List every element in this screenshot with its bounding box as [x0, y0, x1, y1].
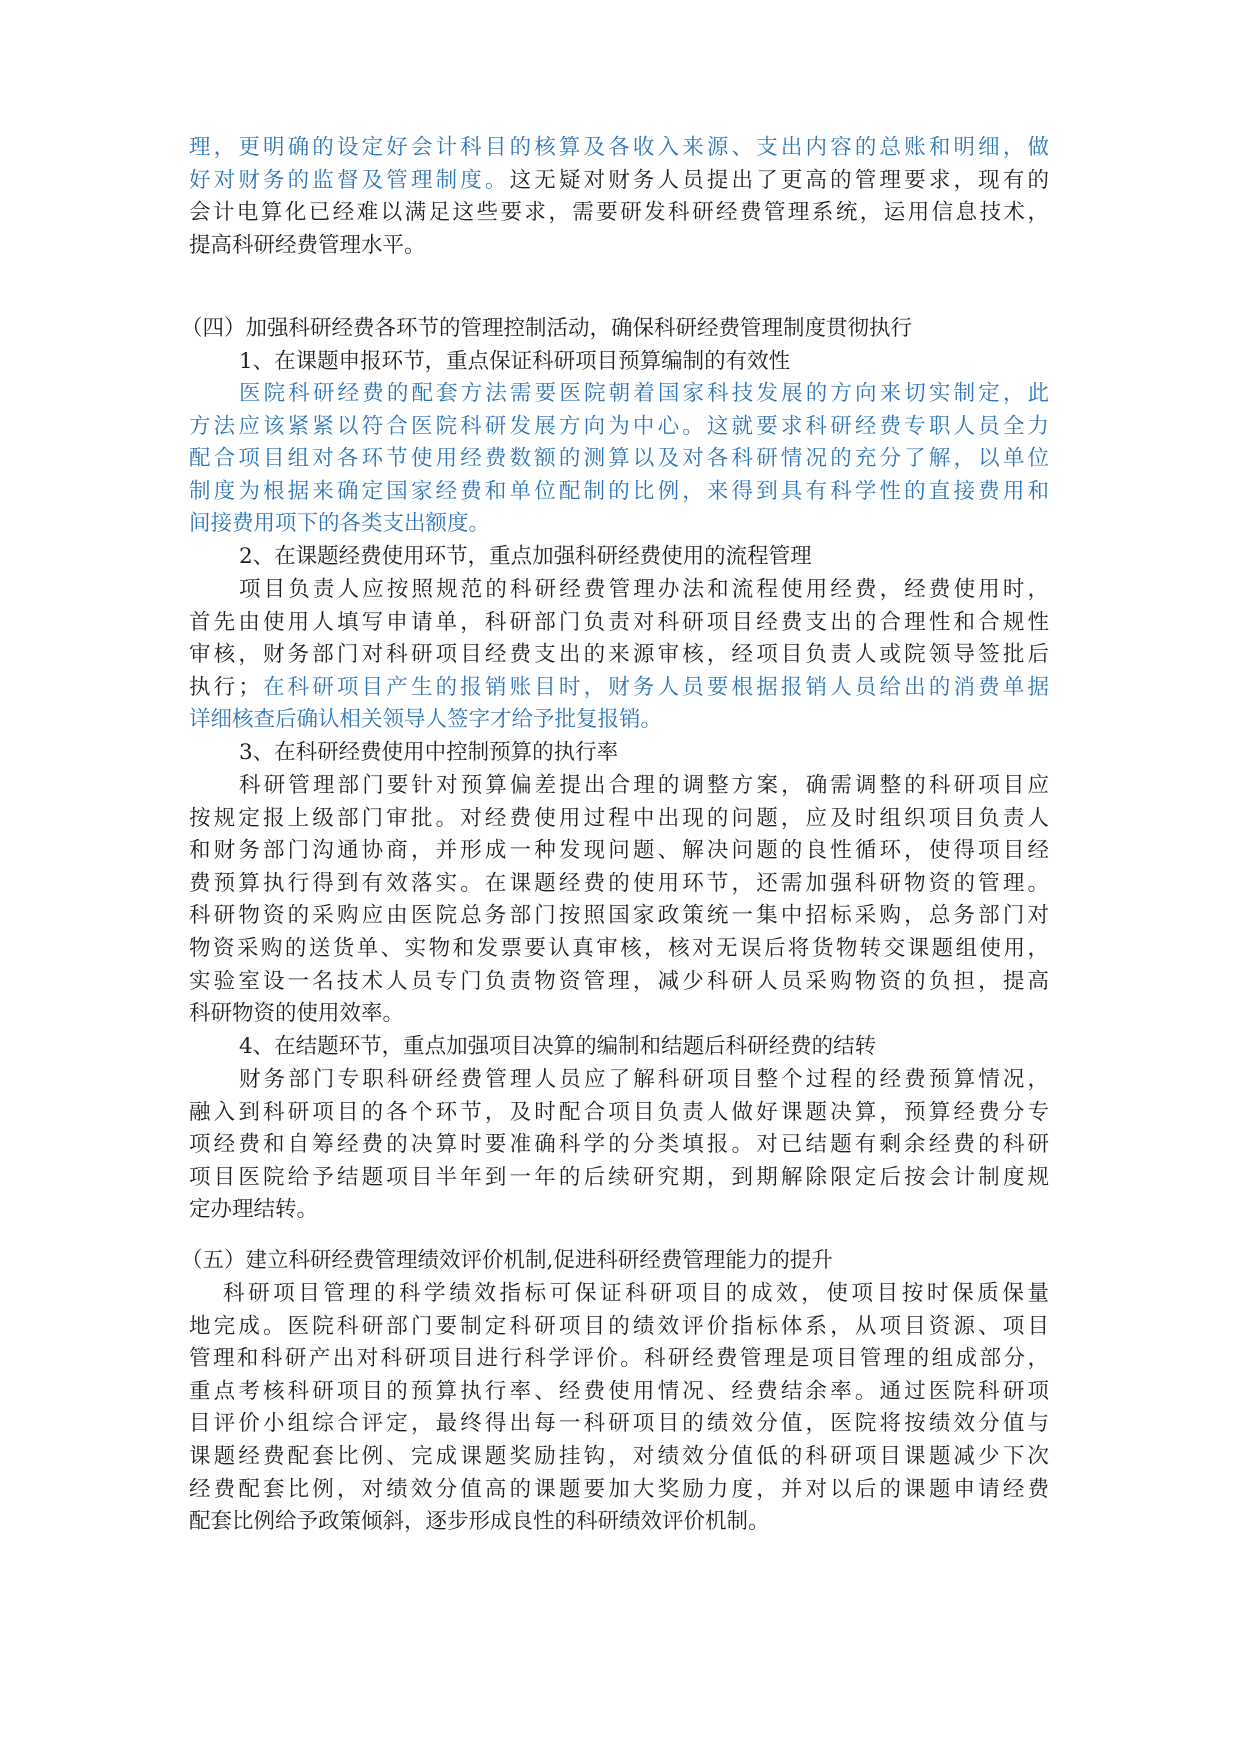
section-5-heading: （五）建立科研经费管理绩效评价机制,促进科研经费管理能力的提升: [181, 1248, 833, 1273]
section-4-sub4-title-block: [189, 1031, 1049, 1064]
body-text: 定办理结转。: [189, 1197, 319, 1223]
body-text: 科研项目管理的科学绩效指标可保证科研项目的成效，使项目按时保质保量: [223, 1281, 1049, 1306]
section-4-sub3-paragraph: [189, 770, 1049, 1031]
text-line: [189, 933, 1049, 966]
body-text: 审核，财务部门对科研项目经费支出的来源审核，经项目负责人或院领导签批后: [189, 642, 1049, 668]
section-4-heading: （四）加强科研经费各环节的管理控制活动，确保科研经费管理制度贯彻执行: [181, 316, 913, 341]
section-4-sub2-paragraph: [189, 574, 1049, 737]
body-text: 融入到科研项目的各个环节，及时配合项目负责人做好课题决算，预算经费分专: [189, 1099, 1049, 1125]
text-line: [189, 443, 1049, 476]
body-text: 和财务部门沟通协商，并形成一种发现问题、解决问题的良性循环，使得项目经: [189, 838, 1049, 864]
text-line: [189, 1097, 1049, 1130]
text-line: [189, 1441, 1049, 1474]
text-line: [189, 639, 1049, 672]
section-4-sub4-title: 4、在结题环节，重点加强项目决算的编制和结题后科研经费的结转: [239, 1034, 877, 1059]
body-text: 首先由使用人填写申请单，科研部门负责对科研项目经费支出的合理性和合规性: [189, 609, 1049, 635]
highlighted-text: 制度为根据来确定国家经费和单位配制的比例，来得到具有科学性的直接费用和: [189, 478, 1049, 504]
text-line: [189, 1506, 1049, 1539]
text-line: [189, 1311, 1049, 1344]
body-text: 地完成。医院科研部门要制定科研项目的绩效评价指标体系，从项目资源、项目: [189, 1313, 1049, 1339]
text-line: [189, 132, 1049, 165]
text-line: [189, 1129, 1049, 1162]
section-4-sub2-title: 2、在课题经费使用环节，重点加强科研经费使用的流程管理: [239, 544, 812, 569]
text-line: [189, 607, 1049, 640]
highlighted-text: 好对财务的监督及管理制度。: [189, 167, 510, 193]
section-4-sub2-title-block: [189, 541, 1049, 574]
section-4-sub1-paragraph: [189, 378, 1049, 541]
highlighted-text: 医院科研经费的配套方法需要医院朝着国家科技发展的方向来切实制定，此: [239, 381, 1049, 406]
highlighted-text: 详细核查后确认相关领导人签字才给予批复报销。: [189, 707, 663, 733]
text-line: [189, 508, 1049, 541]
highlighted-text: 在科研项目产生的报销账目时，财务人员要根据报销人员给出的消费单据: [259, 674, 1049, 700]
text-line: [189, 835, 1049, 868]
body-text: 课题经费配套比例、完成课题奖励挂钩，对绩效分值低的科研项目课题减少下次: [189, 1443, 1049, 1469]
body-text: 项目医院给予结题项目半年到一年的后续研究期，到期解除限定后按会计制度规: [189, 1164, 1049, 1190]
section-4-heading-block: [181, 313, 1049, 378]
body-text: 目评价小组综合评定，最终得出每一科研项目的绩效分值，医院将按绩效分值与: [189, 1411, 1049, 1437]
intro-paragraph: [189, 132, 1049, 262]
text-line: [189, 803, 1049, 836]
section-4-sub4-paragraph: [189, 1064, 1049, 1227]
highlighted-text: 方法应该紧紧以符合医院科研发展方向为中心。这就要求科研经费专职人员全力: [189, 413, 1049, 439]
highlighted-text: 理，更明确的设定好会计科目的核算及各收入来源、支出内容的总账和明细，做: [189, 135, 1049, 160]
text-line: [189, 476, 1049, 509]
text-line: [189, 1194, 1049, 1227]
text-line: [189, 197, 1049, 230]
body-text: 配套比例给予政策倾斜，逐步形成良性的科研绩效评价机制。: [189, 1509, 770, 1535]
section-4-sub3-title: 3、在科研经费使用中控制预算的执行率: [239, 740, 619, 765]
text-line: [189, 411, 1049, 444]
text-line: [189, 998, 1049, 1031]
text-line: [189, 1408, 1049, 1441]
body-text: 提高科研经费管理水平。: [189, 232, 426, 258]
body-text: 科研物资的采购应由医院总务部门按照国家政策统一集中招标采购，总务部门对: [189, 903, 1049, 929]
text-line: [189, 1064, 1049, 1097]
body-text: 科研管理部门要针对预算偏差提出合理的调整方案，确需调整的科研项目应: [239, 773, 1049, 798]
body-text: 会计电算化已经难以满足这些要求，需要研发科研经费管理系统，运用信息技术，: [189, 200, 1049, 226]
body-text: 物资采购的送货单、实物和发票要认真审核，核对无误后将货物转交课题组使用，: [189, 935, 1049, 961]
text-line: [189, 966, 1049, 999]
text-line: [189, 868, 1049, 901]
body-text: 实验室设一名技术人员专门负责物资管理，减少科研人员采购物资的负担，提高: [189, 968, 1049, 994]
body-text: 执行；: [189, 674, 260, 700]
text-line: [189, 1343, 1049, 1376]
body-text: 管理和科研产出对科研项目进行科学评价。科研经费管理是项目管理的组成部分，: [189, 1346, 1049, 1372]
text-line: [189, 574, 1049, 607]
body-text: 这无疑对财务人员提出了更高的管理要求，现有的: [509, 167, 1049, 193]
highlighted-text: 配合项目组对各环节使用经费数额的测算以及对各科研情况的充分了解，以单位: [189, 446, 1049, 472]
text-line: [189, 1278, 1049, 1311]
body-text: 科研物资的使用效率。: [189, 1001, 405, 1027]
body-text: 财务部门专职科研经费管理人员应了解科研项目整个过程的经费预算情况，: [239, 1067, 1049, 1092]
body-text: 重点考核科研项目的预算执行率、经费使用情况、经费结余率。通过医院科研项: [189, 1378, 1049, 1404]
section-4-sub1-title: 1、在课题申报环节，重点保证科研项目预算编制的有效性: [239, 348, 791, 374]
body-text: 费预算执行得到有效落实。在课题经费的使用环节，还需加强科研物资的管理。: [189, 870, 1049, 896]
text-line: [189, 1162, 1049, 1195]
text-line: [189, 672, 1049, 705]
text-line: [189, 378, 1049, 411]
text-line: [189, 1474, 1049, 1507]
body-text: 按规定报上级部门审批。对经费使用过程中出现的问题，应及时组织项目负责人: [189, 805, 1049, 831]
text-line: [189, 230, 1049, 263]
section-5-heading-block: [181, 1245, 1049, 1278]
body-text: 项目负责人应按照规范的科研经费管理办法和流程使用经费，经费使用时，: [239, 577, 1049, 602]
text-line: [189, 704, 1049, 737]
text-line: [189, 900, 1049, 933]
body-text: 经费配套比例，对绩效分值高的课题要加大奖励力度，并对以后的课题申请经费: [189, 1476, 1049, 1502]
section-5-paragraph: [189, 1278, 1049, 1539]
body-text: 项经费和自筹经费的决算时要准确科学的分类填报。对已结题有剩余经费的科研: [189, 1132, 1049, 1158]
text-line: [189, 1376, 1049, 1409]
highlighted-text: 间接费用项下的各类支出额度。: [189, 511, 491, 537]
section-4-sub3-title-block: [189, 737, 1049, 770]
text-line: [189, 165, 1049, 198]
text-line: [189, 770, 1049, 803]
